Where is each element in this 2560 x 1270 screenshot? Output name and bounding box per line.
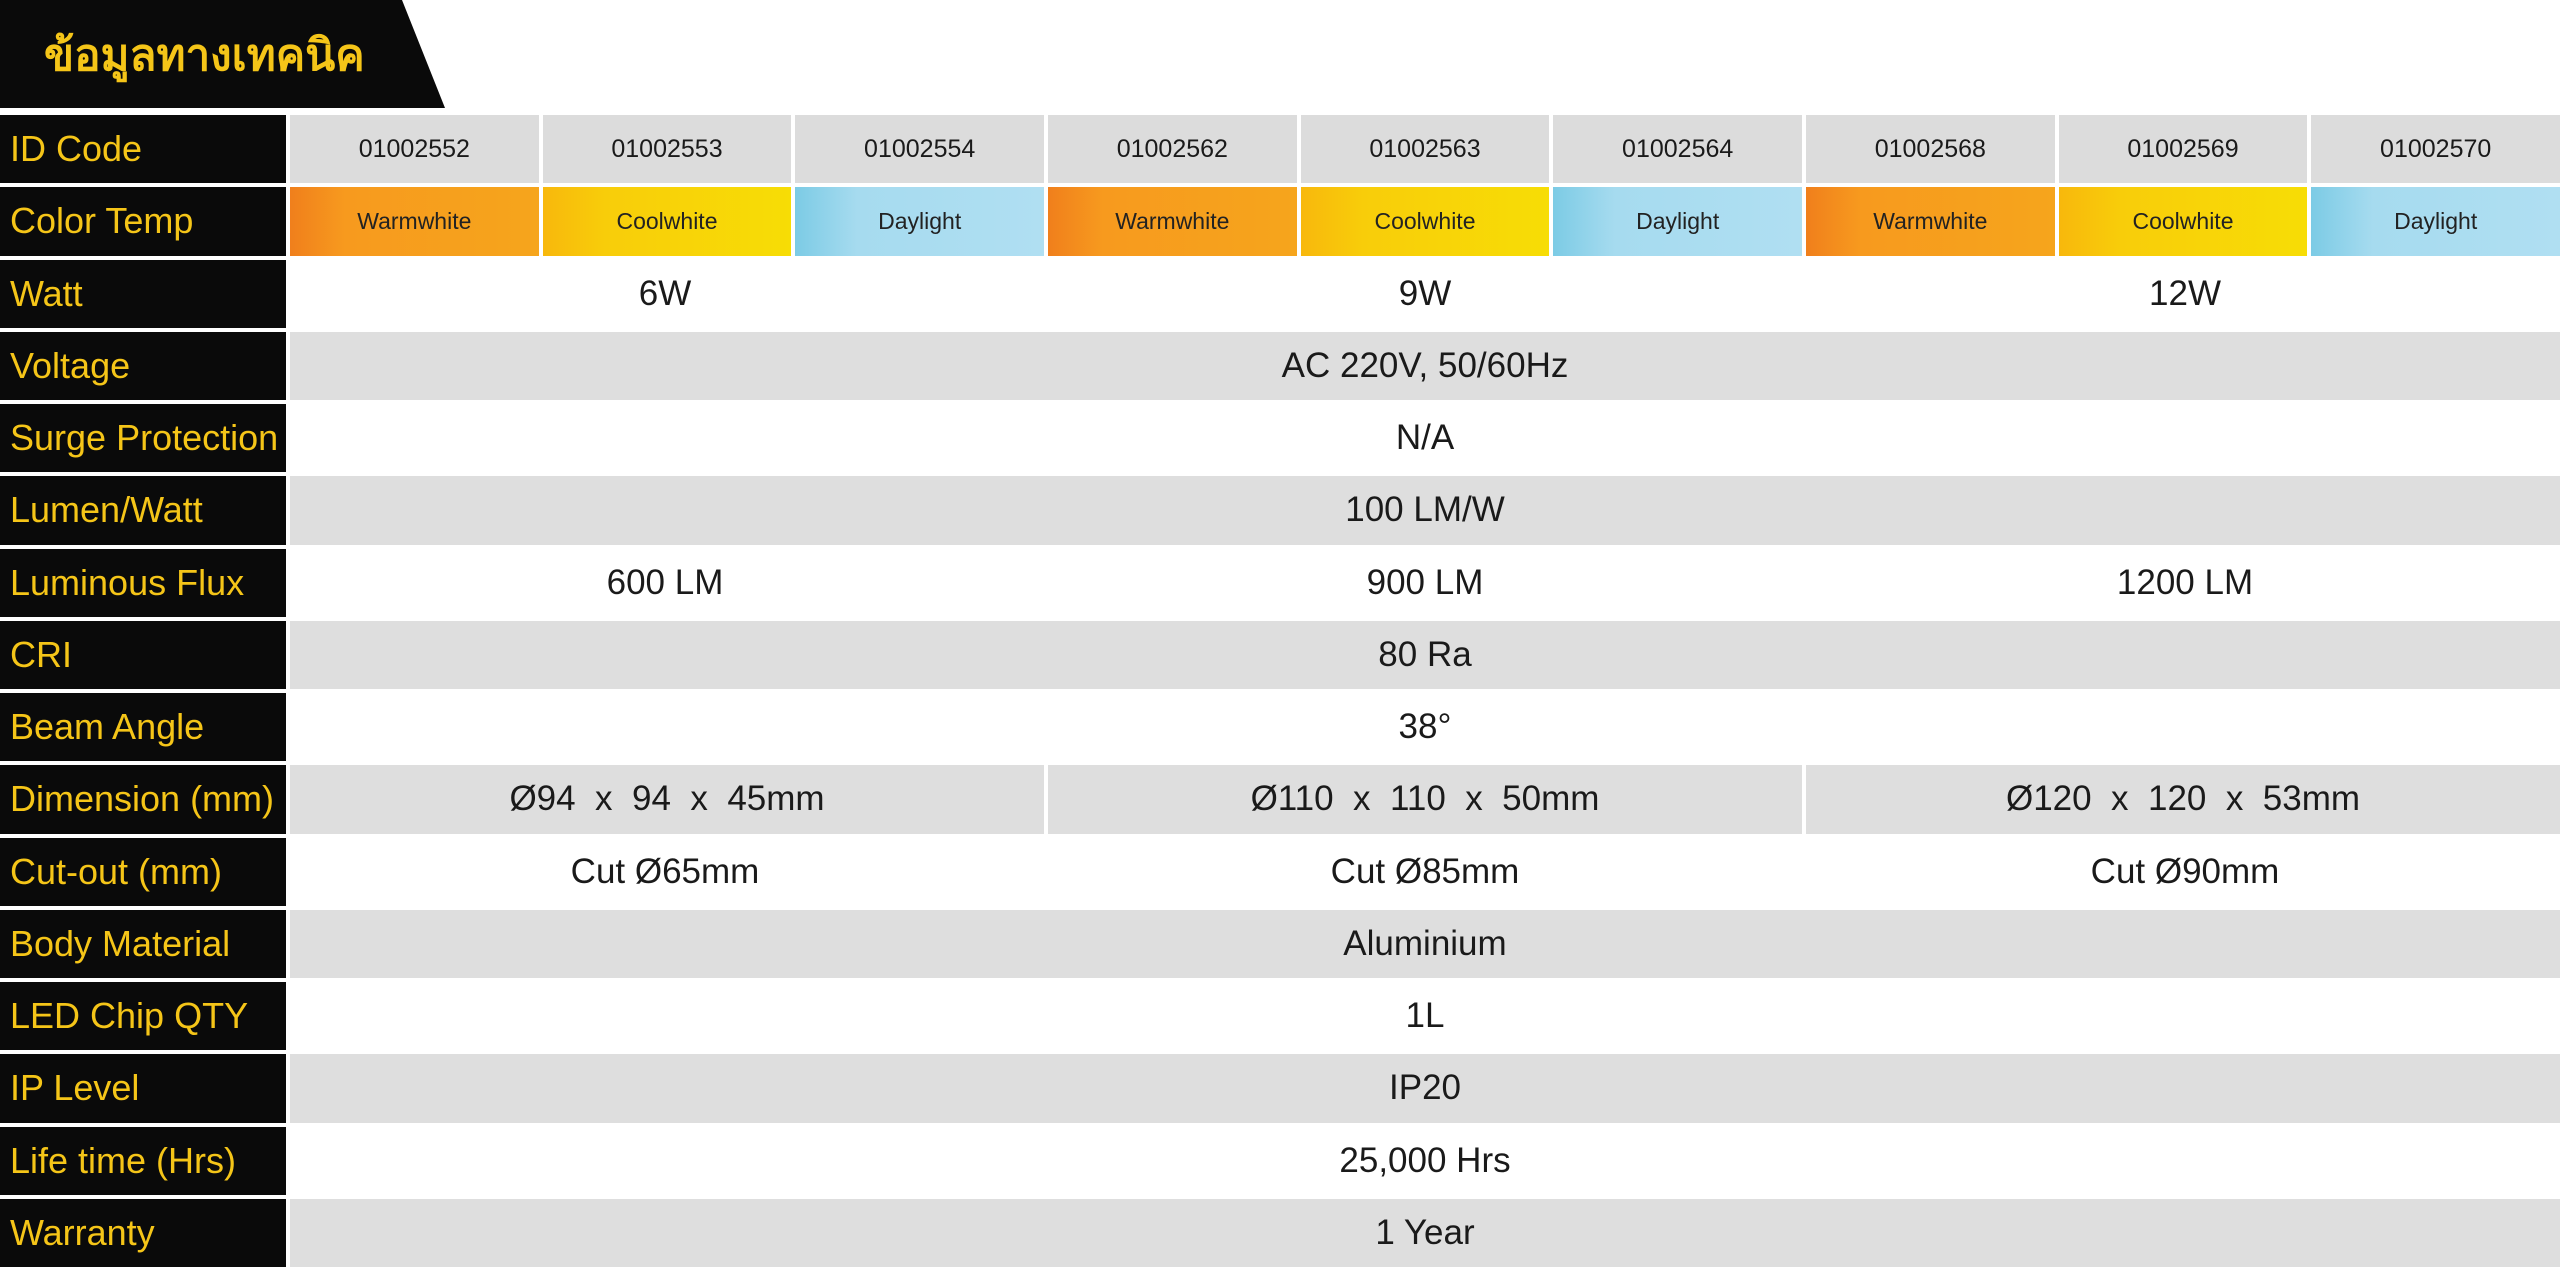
voltage-value: AC 220V, 50/60Hz [290,332,2560,400]
color-temp-coolwhite: Coolwhite [1301,187,1550,255]
life-time-value: 25,000 Hrs [290,1127,2560,1195]
color-temp-coolwhite: Coolwhite [2059,187,2308,255]
led-chip-qty-value: 1L [290,982,2560,1050]
watt-value: 6W [286,260,1044,328]
row-label-color-temp: Color Temp [0,187,286,255]
row-label-dimension: Dimension (mm) [0,765,286,833]
body-material-value: Aluminium [290,910,2560,978]
dimension-value: Ø94 x 94 x 45mm [290,765,1044,833]
color-temp-coolwhite: Coolwhite [543,187,792,255]
id-code-cell: 01002568 [1806,115,2055,183]
color-temp-daylight: Daylight [1553,187,1802,255]
color-temp-warmwhite: Warmwhite [1806,187,2055,255]
row-label-led-chip-qty: LED Chip QTY [0,982,286,1050]
beam-angle-value: 38° [290,693,2560,761]
id-code-cell: 01002570 [2311,115,2560,183]
cut-out-value: Cut Ø85mm [1044,838,1806,906]
row-label-cri: CRI [0,621,286,689]
dimension-value: Ø110 x 110 x 50mm [1048,765,1802,833]
row-label-beam-angle: Beam Angle [0,693,286,761]
id-code-cell: 01002563 [1301,115,1550,183]
row-label-body-material: Body Material [0,910,286,978]
color-temp-daylight: Daylight [795,187,1044,255]
surge-protection-value: N/A [290,404,2560,472]
row-label-lumen-watt: Lumen/Watt [0,476,286,544]
spec-table [0,115,2560,1267]
color-temp-warmwhite: Warmwhite [1048,187,1297,255]
color-temp-daylight: Daylight [2311,187,2560,255]
luminous-flux-value: 1200 LM [1806,549,2560,617]
row-label-luminous-flux: Luminous Flux [0,549,286,617]
row-label-id-code: ID Code [0,115,286,183]
row-label-voltage: Voltage [0,332,286,400]
warranty-value: 1 Year [290,1199,2560,1267]
id-code-cell: 01002552 [290,115,539,183]
lumen-watt-value: 100 LM/W [290,476,2560,544]
luminous-flux-value: 900 LM [1044,549,1806,617]
color-temp-warmwhite: Warmwhite [290,187,539,255]
dimension-value: Ø120 x 120 x 53mm [1806,765,2560,833]
ip-level-value: IP20 [290,1054,2560,1122]
cut-out-value: Cut Ø90mm [1806,838,2560,906]
watt-value: 9W [1044,260,1806,328]
row-label-life-time: Life time (Hrs) [0,1127,286,1195]
row-label-warranty: Warranty [0,1199,286,1267]
row-label-watt: Watt [0,260,286,328]
id-code-cell: 01002553 [543,115,792,183]
id-code-cell: 01002569 [2059,115,2308,183]
watt-value: 12W [1806,260,2560,328]
id-code-cell: 01002564 [1553,115,1802,183]
id-code-cell: 01002554 [795,115,1044,183]
row-label-surge-protection: Surge Protection [0,404,286,472]
row-label-cut-out: Cut-out (mm) [0,838,286,906]
row-label-ip-level: IP Level [0,1054,286,1122]
id-code-cell: 01002562 [1048,115,1297,183]
page-title: ข้อมูลทางเทคนิค [44,30,365,81]
cut-out-value: Cut Ø65mm [286,838,1044,906]
luminous-flux-value: 600 LM [286,549,1044,617]
cri-value: 80 Ra [290,621,2560,689]
